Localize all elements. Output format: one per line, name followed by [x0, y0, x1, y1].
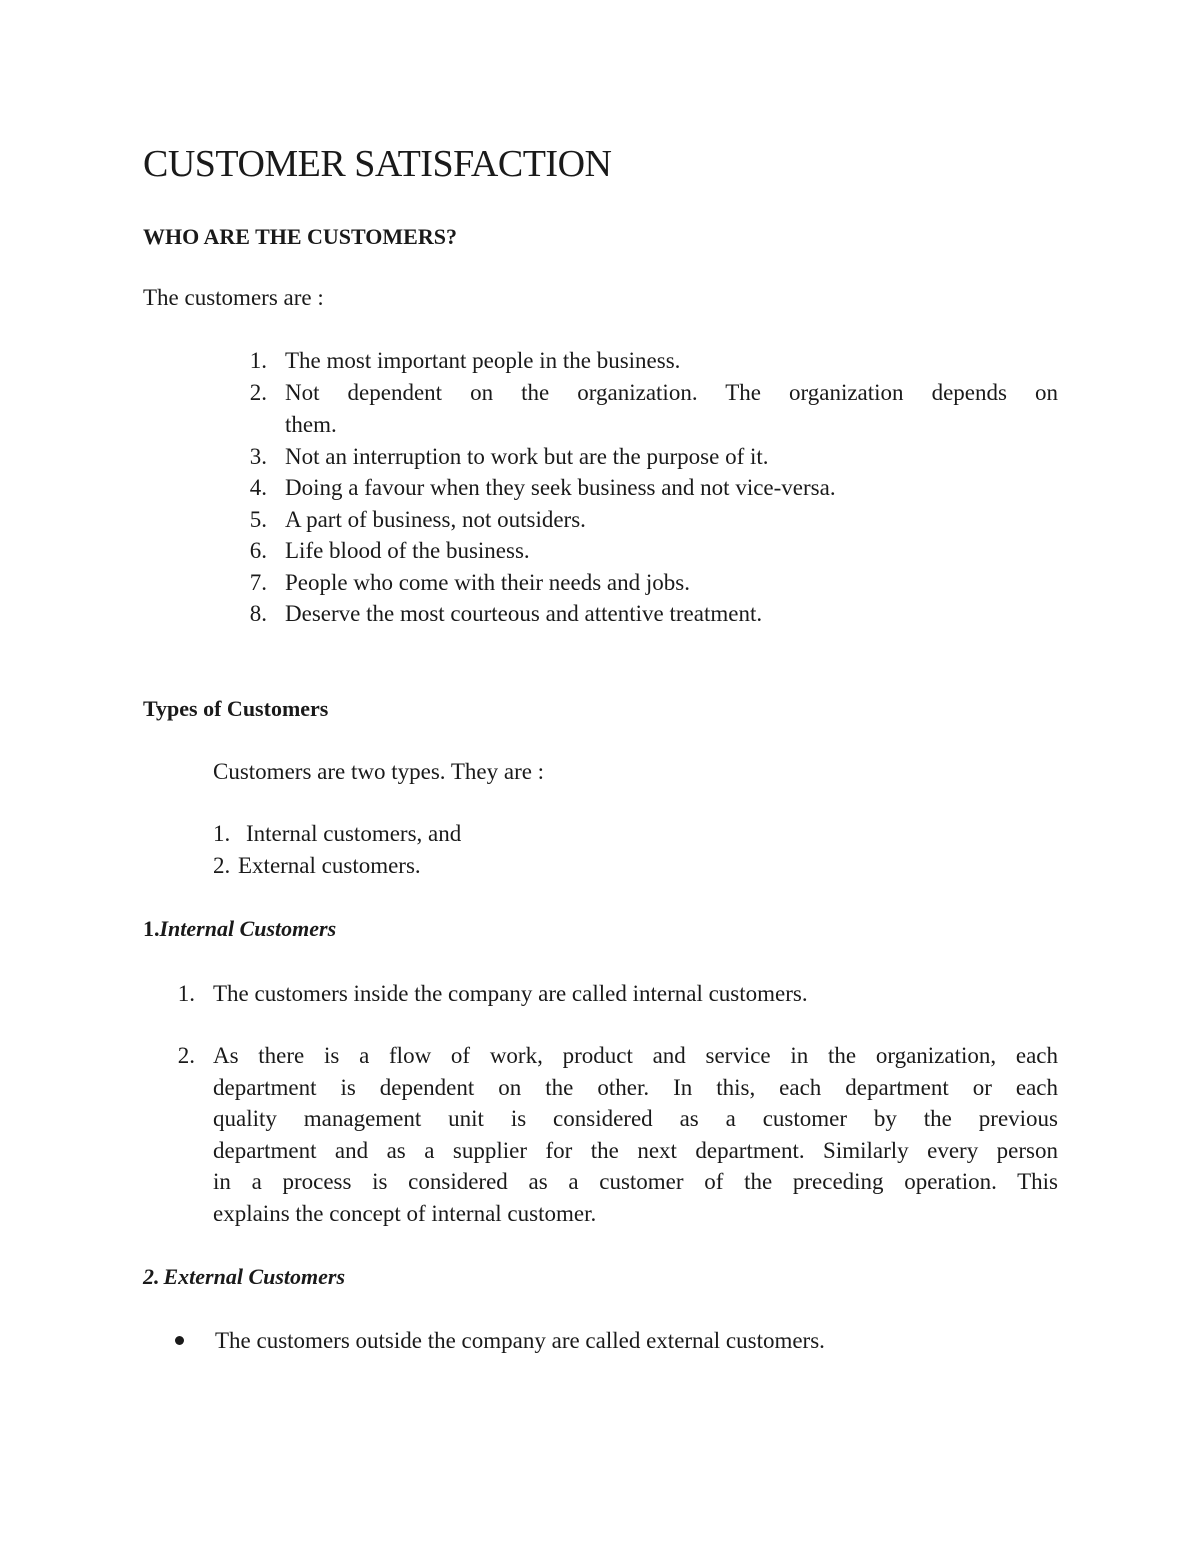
list-number: 2. — [213, 853, 231, 878]
intro-text: The customers are : — [143, 285, 324, 310]
list-number: 1. — [213, 821, 231, 846]
list-number: 3. — [249, 444, 267, 469]
list-text-line: in a process is considered as a customer of the preceding operation. This — [213, 1169, 1058, 1194]
list-text-line: department and as a supplier for the next department. Similarly every person — [213, 1137, 1058, 1163]
list-text: External customers. — [238, 853, 421, 878]
heading-number: 1. — [143, 916, 160, 941]
list-number: 2. — [177, 1043, 195, 1068]
heading-number: 2. — [143, 1264, 160, 1289]
list-text: People who come with their needs and jobs. — [285, 570, 690, 595]
external-heading — [143, 1262, 345, 1292]
list-text: Life blood of the business. — [285, 538, 530, 563]
list-text: Internal customers, and — [246, 821, 462, 846]
list-text: A part of business, not outsiders. — [285, 507, 586, 532]
list-text-line: department is dependent on the other. In this, each department or each — [213, 1074, 1058, 1100]
list-text — [285, 377, 1058, 440]
list-text: Not an interruption to work but are the purpose of it. — [285, 444, 769, 469]
list-number: 1. — [249, 348, 267, 373]
list-text: The most important people in the business. — [285, 348, 681, 373]
list-text-line: Not dependent on the organization. The organization depends on — [285, 380, 1058, 405]
list-text: Doing a favour when they seek business and not vice-versa. — [285, 475, 836, 500]
list-text: The customers outside the company are called external customers. — [215, 1328, 825, 1353]
internal-heading — [143, 914, 336, 944]
list-text: Deserve the most courteous and attentive treatment. — [285, 601, 763, 626]
list-number: 8. — [249, 601, 267, 626]
list-number: 2. — [249, 380, 267, 405]
bullet-icon — [175, 1336, 184, 1345]
heading-text: Internal Customers — [159, 916, 337, 941]
types-heading: Types of Customers — [143, 696, 329, 721]
list-number: 6. — [249, 538, 267, 563]
list-number: 5. — [249, 507, 267, 532]
list-text-line: them. — [285, 411, 337, 437]
list-text — [213, 1040, 1058, 1229]
types-intro-text: Customers are two types. They are : — [213, 759, 545, 784]
list-number: 4. — [249, 475, 267, 500]
heading-text: External Customers — [163, 1264, 346, 1289]
list-number: 1. — [177, 981, 195, 1006]
list-number: 7. — [249, 570, 267, 595]
list-text-line: explains the concept of internal customer. — [213, 1200, 597, 1226]
page-title: CUSTOMER SATISFACTION — [143, 143, 612, 185]
list-text: The customers inside the company are called internal customers. — [213, 981, 808, 1006]
who-heading: WHO ARE THE CUSTOMERS? — [143, 224, 457, 249]
list-text-line: quality management unit is considered as a customer by the previous — [213, 1106, 1058, 1131]
list-text-line: As there is a flow of work, product and service in the organization, each — [213, 1043, 1058, 1068]
